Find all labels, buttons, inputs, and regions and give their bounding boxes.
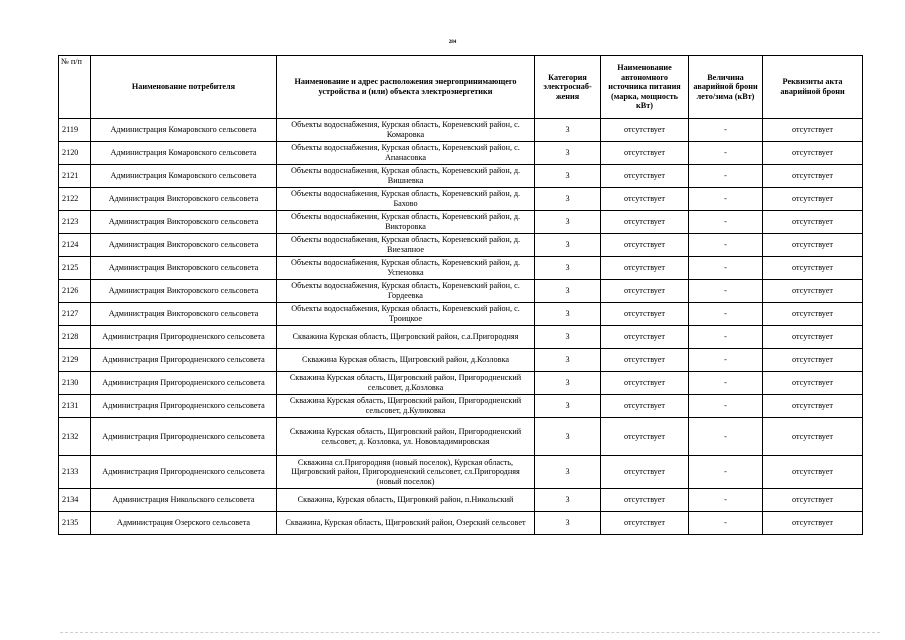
cell-reserve: - — [689, 456, 763, 489]
cell-num: 2133 — [59, 456, 91, 489]
cell-num: 2125 — [59, 257, 91, 280]
cell-source: отсутствует — [601, 165, 689, 188]
cell-category: 3 — [535, 257, 601, 280]
header-source: Наименование автономного источника питания (марка, мощность кВт) — [601, 56, 689, 119]
cell-consumer: Администрация Викторовского сельсовета — [91, 257, 277, 280]
cell-reserve: - — [689, 349, 763, 372]
cell-address: Объекты водоснабжения, Курская область, Кореневский район, д. Бахово — [277, 188, 535, 211]
cell-address: Объекты водоснабжения, Курская область, Кореневский район, д. Успеновка — [277, 257, 535, 280]
cell-category: 3 — [535, 234, 601, 257]
cell-category: 3 — [535, 188, 601, 211]
cell-category: 3 — [535, 303, 601, 326]
cell-address: Скважина, Курская область, Щигровкий район, п.Никольский — [277, 489, 535, 512]
header-act: Реквизиты акта аварийной брони — [763, 56, 863, 119]
cell-reserve: - — [689, 257, 763, 280]
cell-consumer: Администрация Комаровского сельсовета — [91, 119, 277, 142]
cell-num: 2120 — [59, 142, 91, 165]
table-row — [59, 257, 863, 280]
cell-reserve: - — [689, 211, 763, 234]
cell-act: отсутствует — [763, 280, 863, 303]
cell-address: Скважина, Курская область, Щигровский район, Озерский сельсовет — [277, 512, 535, 535]
cell-act: отсутствует — [763, 165, 863, 188]
cell-source: отсутствует — [601, 418, 689, 456]
cell-act: отсутствует — [763, 234, 863, 257]
cell-address: Скважина Курская область, Щигровский район, Пригородненский сельсовет, д. Козловка, ул. Нововладимировская — [277, 418, 535, 456]
cell-source: отсутствует — [601, 395, 689, 418]
cell-num: 2122 — [59, 188, 91, 211]
cell-consumer: Администрация Пригородненского сельсовета — [91, 395, 277, 418]
cell-source: отсутствует — [601, 257, 689, 280]
cell-reserve: - — [689, 489, 763, 512]
header-reserve: Величина аварийной брони лето/зима (кВт) — [689, 56, 763, 119]
cell-reserve: - — [689, 234, 763, 257]
table-row — [59, 165, 863, 188]
table-row — [59, 211, 863, 234]
table-row — [59, 234, 863, 257]
cell-reserve: - — [689, 188, 763, 211]
cell-num: 2132 — [59, 418, 91, 456]
cell-source: отсутствует — [601, 372, 689, 395]
cell-num: 2124 — [59, 234, 91, 257]
cell-source: отсутствует — [601, 326, 689, 349]
cell-source: отсутствует — [601, 142, 689, 165]
cell-address: Скважина Курская область, Щигровский район, д.Козловка — [277, 349, 535, 372]
cell-num: 2119 — [59, 119, 91, 142]
cell-source: отсутствует — [601, 280, 689, 303]
cell-act: отсутствует — [763, 349, 863, 372]
cell-consumer: Администрация Пригородненского сельсовета — [91, 326, 277, 349]
cell-num: 2128 — [59, 326, 91, 349]
cell-act: отсутствует — [763, 303, 863, 326]
table-row — [59, 372, 863, 395]
cell-category: 3 — [535, 119, 601, 142]
cell-consumer: Администрация Викторовского сельсовета — [91, 303, 277, 326]
table-row — [59, 456, 863, 489]
table-row — [59, 280, 863, 303]
cell-consumer: Администрация Викторовского сельсовета — [91, 234, 277, 257]
table-row — [59, 349, 863, 372]
cell-consumer: Администрация Викторовского сельсовета — [91, 211, 277, 234]
cell-source: отсутствует — [601, 188, 689, 211]
cell-category: 3 — [535, 395, 601, 418]
cell-source: отсутствует — [601, 234, 689, 257]
cell-consumer: Администрация Пригородненского сельсовета — [91, 418, 277, 456]
cell-source: отсутствует — [601, 456, 689, 489]
cell-reserve: - — [689, 280, 763, 303]
cell-reserve: - — [689, 142, 763, 165]
cell-address: Скважина Курская область, Щигровский район, Пригородненский сельсовет, д.Куликовка — [277, 395, 535, 418]
cell-act: отсутствует — [763, 512, 863, 535]
cell-address: Скважина Курская область, Щигровский район, Пригородненский сельсовет, д.Козловка — [277, 372, 535, 395]
cell-reserve: - — [689, 395, 763, 418]
cell-num: 2131 — [59, 395, 91, 418]
cell-address: Объекты водоснабжения, Курская область, Кореневский район, с. Комаровка — [277, 119, 535, 142]
cell-reserve: - — [689, 418, 763, 456]
header-category: Категория электроснаб- жения — [535, 56, 601, 119]
cell-act: отсутствует — [763, 456, 863, 489]
cell-category: 3 — [535, 349, 601, 372]
cell-category: 3 — [535, 165, 601, 188]
cell-num: 2127 — [59, 303, 91, 326]
scan-edge — [60, 632, 880, 634]
cell-address: Объекты водоснабжения, Курская область, Кореневский район, д. Викторовка — [277, 211, 535, 234]
cell-num: 2123 — [59, 211, 91, 234]
cell-source: отсутствует — [601, 512, 689, 535]
cell-act: отсутствует — [763, 119, 863, 142]
cell-consumer: Администрация Викторовского сельсовета — [91, 280, 277, 303]
cell-consumer: Администрация Пригородненского сельсовета — [91, 372, 277, 395]
cell-address: Объекты водоснабжения, Курская область, Кореневский район, д. Виезапное — [277, 234, 535, 257]
table-row — [59, 119, 863, 142]
header-num: № п/п — [59, 56, 91, 119]
cell-act: отсутствует — [763, 142, 863, 165]
cell-reserve: - — [689, 165, 763, 188]
cell-act: отсутствует — [763, 326, 863, 349]
cell-category: 3 — [535, 456, 601, 489]
cell-consumer: Администрация Викторовского сельсовета — [91, 188, 277, 211]
cell-address: Скважина Курская область, Щигровский район, с.а.Пригородняя — [277, 326, 535, 349]
cell-num: 2129 — [59, 349, 91, 372]
cell-category: 3 — [535, 280, 601, 303]
cell-category: 3 — [535, 512, 601, 535]
cell-act: отсутствует — [763, 257, 863, 280]
cell-category: 3 — [535, 489, 601, 512]
cell-address: Скважина сл.Пригородняя (новый поселок), Курская область, Щигровский район, Пригородненский сельсовет, сл.Пригородняя (новый поселок) — [277, 456, 535, 489]
cell-address: Объекты водоснабжения, Курская область, Кореневский район, с. Троицкое — [277, 303, 535, 326]
cell-consumer: Администрация Пригородненского сельсовета — [91, 349, 277, 372]
cell-address: Объекты водоснабжения, Курская область, Кореневский район, с. Гордеевка — [277, 280, 535, 303]
cell-consumer: Администрация Пригородненского сельсовета — [91, 456, 277, 489]
table-row — [59, 188, 863, 211]
table-row — [59, 418, 863, 456]
cell-num: 2130 — [59, 372, 91, 395]
cell-num: 2126 — [59, 280, 91, 303]
table-row — [59, 395, 863, 418]
cell-category: 3 — [535, 211, 601, 234]
cell-reserve: - — [689, 372, 763, 395]
table-row — [59, 489, 863, 512]
cell-source: отсутствует — [601, 489, 689, 512]
cell-act: отсутствует — [763, 211, 863, 234]
table-row — [59, 142, 863, 165]
cell-category: 3 — [535, 142, 601, 165]
cell-act: отсутствует — [763, 372, 863, 395]
cell-consumer: Администрация Комаровского сельсовета — [91, 142, 277, 165]
cell-source: отсутствует — [601, 349, 689, 372]
reserve-table — [58, 55, 863, 535]
cell-address: Объекты водоснабжения, Курская область, Кореневский район, д. Вишневка — [277, 165, 535, 188]
cell-act: отсутствует — [763, 188, 863, 211]
cell-category: 3 — [535, 418, 601, 456]
cell-act: отсутствует — [763, 395, 863, 418]
page-number: 284 — [448, 40, 457, 45]
cell-source: отсутствует — [601, 303, 689, 326]
cell-consumer: Администрация Озерского сельсовета — [91, 512, 277, 535]
cell-source: отсутствует — [601, 211, 689, 234]
cell-reserve: - — [689, 119, 763, 142]
cell-consumer: Администрация Никольского сельсовета — [91, 489, 277, 512]
header-address: Наименование и адрес расположения энергопринимающего устройства и (или) объекта электроэнергетики — [277, 56, 535, 119]
cell-reserve: - — [689, 326, 763, 349]
cell-act: отсутствует — [763, 418, 863, 456]
cell-category: 3 — [535, 326, 601, 349]
cell-address: Объекты водоснабжения, Курская область, Кореневский район, с. Апанасовка — [277, 142, 535, 165]
cell-num: 2135 — [59, 512, 91, 535]
table-row — [59, 303, 863, 326]
cell-category: 3 — [535, 372, 601, 395]
table-row — [59, 512, 863, 535]
cell-consumer: Администрация Комаровского сельсовета — [91, 165, 277, 188]
cell-reserve: - — [689, 512, 763, 535]
cell-reserve: - — [689, 303, 763, 326]
cell-act: отсутствует — [763, 489, 863, 512]
table-header — [59, 56, 863, 119]
cell-num: 2121 — [59, 165, 91, 188]
cell-source: отсутствует — [601, 119, 689, 142]
table-row — [59, 326, 863, 349]
header-consumer: Наименование потребителя — [91, 56, 277, 119]
cell-num: 2134 — [59, 489, 91, 512]
